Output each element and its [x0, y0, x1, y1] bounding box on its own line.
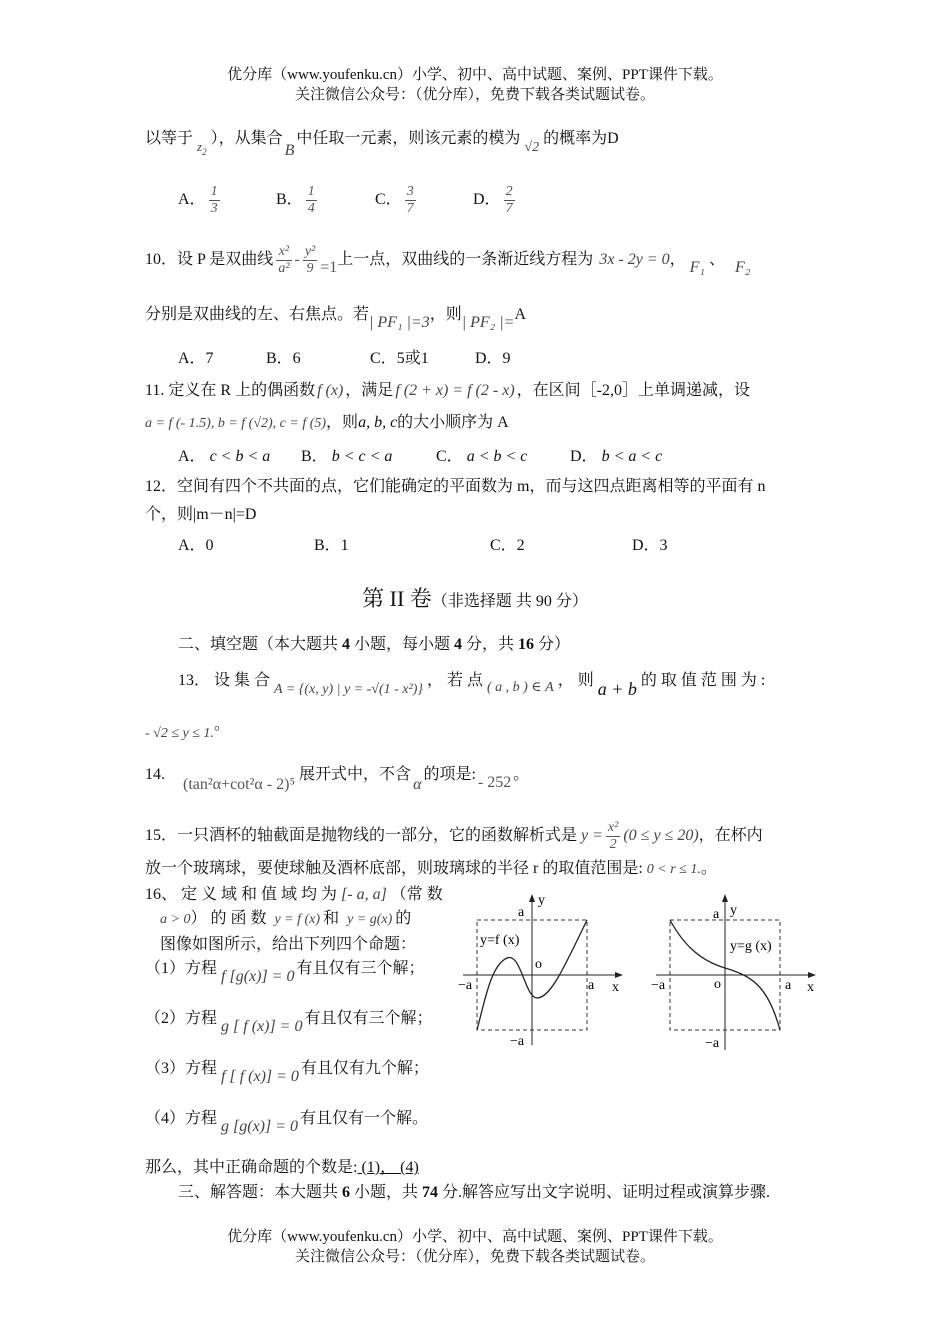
graph-g-label-neg-a-bottom: −a: [705, 1036, 720, 1050]
q15-stem-line1: [145, 820, 763, 853]
fraction-denominator: 7: [505, 201, 513, 216]
q9-text-2: ），从集合: [210, 130, 283, 147]
q16-conclusion: [145, 1157, 419, 1179]
page-footer-line1: 优分库（www.youfenku.cn）小学、初中、高中试题、案例、PPT课件下载。: [227, 1229, 723, 1245]
q11-text-5: 的大小顺序为 A: [397, 414, 509, 431]
q15-answer: 0 < r ≤ 1.: [646, 862, 701, 877]
sec2-count: 4: [342, 636, 351, 653]
graph-g-x-arrow: [808, 972, 816, 978]
q10-text-3: 分别是双曲线的左、右焦点。若: [145, 306, 370, 323]
option-label: C．: [370, 350, 397, 367]
fraction-numerator: 1: [307, 184, 315, 199]
q12-option-a: A．0: [178, 537, 214, 554]
q10-focus-F2: F₂: [735, 259, 751, 277]
fraction-numerator: 3: [406, 184, 414, 199]
proposition-text: 有且仅有一个解。: [300, 1110, 429, 1127]
option-label: A．: [178, 448, 206, 465]
fraction-numerator: 1: [210, 184, 218, 199]
q11-stem-line2: [145, 412, 509, 435]
graph-f-label-a-top: a: [518, 905, 525, 920]
sec3-text-2: 小题，共: [350, 1184, 423, 1201]
option-label: B．: [301, 448, 328, 465]
q15-stem-line2: [145, 858, 717, 881]
graph-f-label-fn: y=f (x): [480, 933, 520, 948]
q13-point: ( a , b ) ∈ A: [486, 680, 554, 695]
proposition-label: （3）方程: [145, 1060, 218, 1077]
graph-f-label-y: y: [538, 893, 545, 908]
q10-pf1: | PF₁ |=3: [369, 314, 430, 331]
q14-number: 14.: [145, 766, 165, 783]
fraction-numerator: y²: [304, 244, 316, 259]
q10-text-4: ，则: [429, 306, 462, 323]
q15-text-2: ，在杯内: [698, 827, 763, 845]
q10-pf2: | PF₂ |=: [461, 314, 515, 331]
page-header-line2: 关注微信公众号：（优分库），免费下载各类试题试卷。: [294, 87, 655, 103]
q9-text-1: 以等于: [145, 130, 194, 147]
graph-f-label-x: x: [612, 980, 619, 995]
q14-stem: [145, 764, 530, 793]
q14-expression: (tan²α+cot²α - 2)⁵: [183, 776, 296, 793]
part-two-title: [0, 582, 950, 613]
q13-text-3: ， 则: [557, 672, 594, 689]
q15-y-equals: y =: [581, 827, 603, 845]
separator: 、: [709, 251, 726, 269]
q10-option-c: [370, 348, 429, 370]
q11-option-b: [301, 446, 392, 468]
proposition-text: 有且仅有九个解；: [300, 1060, 429, 1077]
q16-proposition-2: [145, 1008, 433, 1035]
q12-option-d: D．3: [632, 537, 668, 554]
q10-text-2: 上一点，双曲线的一条渐近线方程为: [337, 251, 594, 269]
proposition-equation: f [g(x)] = 0: [221, 968, 295, 985]
q15-text-1: 15．一只酒杯的轴截面是抛物线的一部分，它的函数解析式是: [145, 827, 578, 845]
comma: ，: [669, 251, 686, 269]
q9-stem: [145, 128, 619, 159]
graph-f-y-arrow: [529, 894, 535, 902]
sec2-total: 16: [518, 636, 535, 653]
option-value: 5或1: [396, 350, 429, 367]
q13-text-4: 的 取 值 范 围 为 :: [640, 672, 766, 689]
section-fill-in-heading: [178, 634, 570, 656]
q13-set-A: A = {(x, y) | y = -√(1 - x²)}: [274, 682, 423, 697]
graph-g-label-x: x: [807, 980, 814, 995]
graph-f: [455, 890, 635, 1050]
q16-text-3: ） 的 函 数: [190, 910, 267, 927]
q16-text-1: 16、 定 义 域 和 值 域 均 为: [145, 886, 338, 903]
q9-option-d: [473, 184, 518, 217]
q15-text-3: 放一个玻璃球，要使球触及酒杯底部，则玻璃球的半径 r 的取值范围是:: [145, 860, 643, 877]
q16-and: 和: [323, 910, 340, 927]
q16-proposition-1: [145, 958, 425, 985]
q12-option-c: C．2: [490, 537, 525, 554]
q9-z-sub: 2: [202, 147, 207, 157]
graph-g-label-y: y: [730, 903, 737, 918]
q10-stem-line2: [145, 304, 526, 331]
q11-option-c: [436, 446, 527, 468]
q13-answer-line: [145, 716, 230, 745]
q10-asymptote: 3x - 2y = 0: [599, 251, 670, 269]
q13-stem: [178, 668, 766, 699]
sec2-points-each: 4: [454, 636, 463, 653]
q10-answer: A: [514, 306, 526, 323]
q10-option-b: B．6: [266, 350, 301, 367]
q10-focus-F1: F₁: [689, 259, 705, 277]
part-two-heading: 第 II 卷: [362, 586, 432, 611]
q16-a-positive: a > 0: [160, 912, 191, 927]
q11-option-d: [570, 446, 662, 468]
graph-f-label-neg-a-bottom: −a: [510, 1034, 525, 1049]
q16-gx: y = g(x): [347, 912, 393, 927]
q16-interval: [- a, a]: [341, 886, 387, 903]
q16-proposition-4: [145, 1108, 429, 1135]
option-label: A．: [178, 191, 206, 209]
page-header-line1: 优分库（www.youfenku.cn）小学、初中、高中试题、案例、PPT课件下载。: [227, 67, 723, 83]
q14-text-3: 的项是:: [423, 766, 476, 783]
q16-stem-line1: [145, 884, 443, 906]
q14-alpha: α: [413, 776, 422, 793]
part-two-subheading: （非选择题 共 90 分）: [431, 593, 588, 610]
q10-option-d: D．9: [475, 350, 511, 367]
graph-f-label-origin: o: [535, 957, 542, 972]
sec2-text-3: 分，共: [462, 636, 519, 653]
q9-text-4: 的概率为D: [543, 130, 619, 147]
q11-definitions: a = f (- 1.5), b = f (√2), c = f (5): [145, 416, 327, 431]
option-expression: a < b < c: [466, 448, 528, 465]
proposition-equation: f [ f (x)] = 0: [221, 1068, 299, 1085]
q9-text-3: 中任取一元素，则该元素的模为: [296, 130, 521, 147]
section-answer-heading: [178, 1182, 770, 1204]
option-label: C．: [375, 191, 402, 209]
q16-fx: y = f (x): [274, 912, 321, 927]
q16-answer: (1)， (4): [357, 1159, 419, 1176]
sec2-text-4: 分）: [534, 636, 571, 653]
option-expression: c < b < a: [209, 448, 271, 465]
proposition-text: 有且仅有三个解；: [304, 1010, 433, 1027]
graph-g-label-a-top: a: [713, 907, 720, 922]
q10-stem-line1: [145, 244, 750, 277]
fraction-denominator: 2: [609, 837, 617, 852]
option-label: C．: [436, 448, 463, 465]
q12-option-b: B．1: [314, 537, 349, 554]
graph-g-label-a-right: a: [785, 978, 792, 993]
proposition-equation: g [ f (x)] = 0: [221, 1018, 303, 1035]
period: 。: [213, 716, 230, 733]
q9-option-a: [178, 184, 223, 217]
q9-option-b: [276, 184, 320, 217]
q16-of: 的: [395, 910, 412, 927]
q10-text-1: 10．设 P 是双曲线: [145, 251, 274, 269]
equals-one: =1: [320, 259, 338, 277]
q11-text-4: ，则: [326, 414, 359, 431]
proposition-text: 有且仅有三个解；: [296, 960, 425, 977]
fraction-numerator: x²: [276, 244, 291, 261]
option-label: D．: [570, 448, 598, 465]
q14-answer: - 252: [477, 774, 512, 791]
q14-text-2: 展开式中，不含: [299, 766, 412, 783]
period: 。: [513, 766, 530, 783]
q11-option-a: [178, 446, 270, 468]
period: 。: [700, 860, 717, 877]
fraction-numerator: 2: [505, 184, 513, 199]
q11-text-1: 11. 定义在 R 上的偶函数: [145, 382, 316, 399]
q9-z: z: [197, 139, 203, 154]
q11-text-2: ，满足: [345, 382, 394, 399]
option-expression: b < c < a: [331, 448, 393, 465]
fraction-numerator: x²: [607, 820, 619, 835]
q11-stem-line1: [145, 380, 750, 402]
proposition-label: （4）方程: [145, 1110, 218, 1127]
q12-stem-line1: 12．空间有四个不共面的点，它们能确定的平面数为 m，而与这四点距离相等的平面有 n: [145, 478, 766, 495]
graph-g: [648, 890, 828, 1050]
minus-sign: -: [294, 251, 300, 269]
fraction-denominator: 3: [210, 201, 218, 216]
graph-g-label-fn: y=g (x): [730, 939, 772, 954]
page-footer-line2: 关注微信公众号：（优分库），免费下载各类试题试卷。: [294, 1249, 655, 1265]
proposition-label: （2）方程: [145, 1010, 218, 1027]
option-label: B．: [276, 191, 303, 209]
fraction-denominator: 4: [307, 201, 315, 216]
graph-f-label-a-right: a: [588, 978, 595, 993]
q16-conclusion-text: 那么，其中正确命题的个数是:: [145, 1159, 358, 1176]
option-expression: b < a < c: [601, 448, 663, 465]
q16-stem-line3: 图像如图所示，给出下列四个命题：: [160, 936, 417, 953]
sec3-text-3: 分.解答应写出文字说明、证明过程或演算步骤.: [438, 1184, 771, 1201]
graph-g-label-origin: o: [714, 977, 721, 992]
q16-proposition-3: [145, 1058, 429, 1085]
sec3-text-1: 三、解答题：本大题共: [178, 1184, 343, 1201]
option-label: D．: [473, 191, 501, 209]
q13-a-plus-b: a + b: [597, 679, 637, 699]
graph-g-label-neg-a-left: −a: [651, 978, 666, 993]
proposition-label: （1）方程: [145, 960, 218, 977]
proposition-equation: g [g(x)] = 0: [221, 1118, 299, 1135]
q11-abc: a, b, c: [358, 414, 398, 431]
q16-stem-line2: [160, 908, 411, 931]
q11-text-3: ，在区间［-2,0］上单调递减，设: [516, 382, 750, 399]
fraction-denominator: 7: [406, 201, 414, 216]
sec3-total: 74: [422, 1184, 439, 1201]
q12-stem-line2: 个，则|m－n|=D: [145, 506, 257, 523]
q11-fx: f (x): [317, 382, 344, 399]
graph-f-x-arrow: [615, 972, 623, 978]
q13-answer: - √2 ≤ y ≤ 1.: [145, 726, 214, 741]
q9-option-c: [375, 184, 419, 217]
q10-option-a: A．7: [178, 350, 214, 367]
q15-range: (0 ≤ y ≤ 20): [623, 827, 699, 845]
graph-g-y-arrow: [722, 894, 728, 902]
sec2-text-1: 二、填空题（本大题共: [178, 636, 343, 653]
sec3-count: 6: [342, 1184, 351, 1201]
q9-sqrt2: √2: [524, 140, 540, 155]
q13-text-2: ， 若 点: [426, 672, 483, 689]
q16-text-2: （常 数: [390, 886, 443, 903]
sec2-text-2: 小题，每小题: [350, 636, 455, 653]
fraction-denominator: a²: [278, 261, 290, 276]
q13-text-1: 13． 设 集 合: [178, 672, 271, 689]
q9-set-B: B: [284, 142, 295, 159]
graph-f-label-neg-a-left: −a: [458, 978, 473, 993]
fraction-denominator: 9: [306, 261, 314, 276]
q11-condition: f (2 + x) = f (2 - x): [395, 382, 515, 399]
